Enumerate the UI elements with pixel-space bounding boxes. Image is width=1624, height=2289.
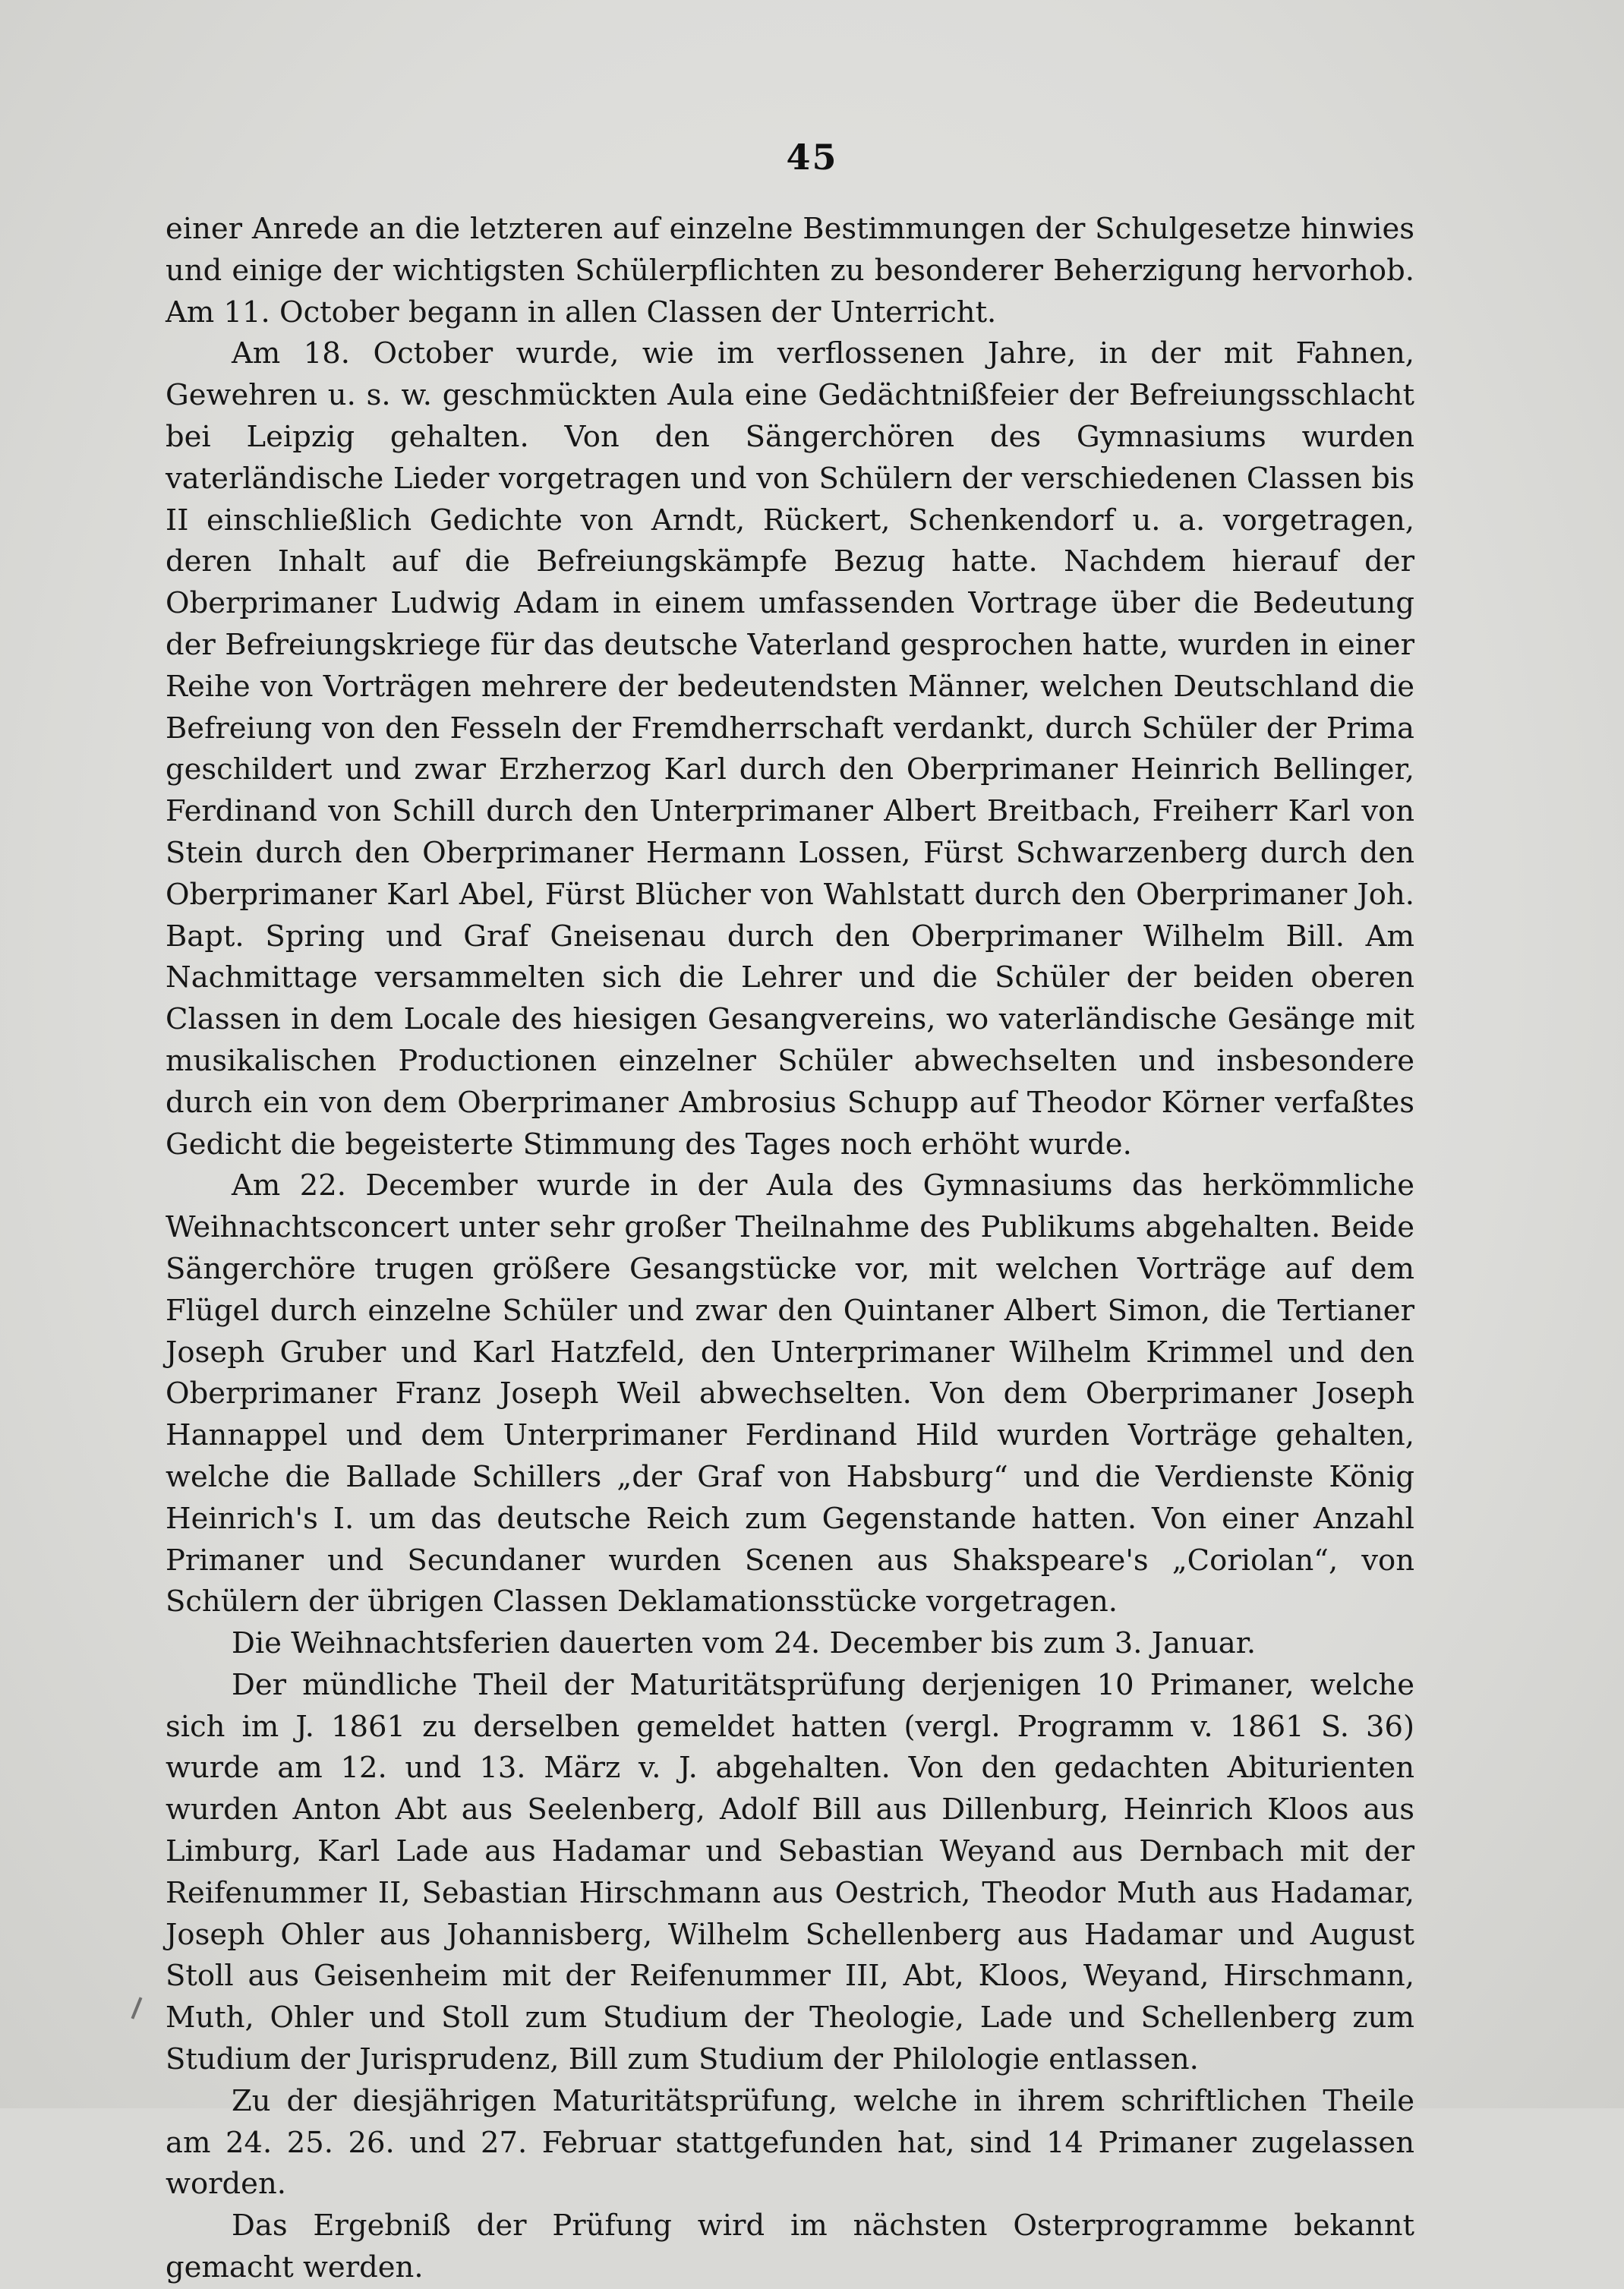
page-number: 45 bbox=[786, 137, 838, 178]
paragraph-current-exam: Zu der diesjährigen Maturitätsprüfung, welche in ihrem schriftlichen Theile am 24. 25. 26. und 27. Februar stattgefunden hat, sind 14 Primaner zugelassen worden. bbox=[166, 2083, 1414, 2202]
paragraph-christmas-concert: Am 22. December wurde in der Aula des Gymnasiums das herkömmliche Weihnachtsconcert unter sehr großer Theilnahme des Publikums abgehalten. Beide Sängerchöre trugen größere Gesangstücke vor, mit welchen Vorträge auf dem Flügel durch einzelne Schüler und zwar den Quintaner Albert Simon, die Tertianer Joseph Gruber und Karl Hatzfeld, den Unterprimaner Wilhelm Krimmel und den Oberprimaner Franz Joseph Weil abwechselten. Von dem Oberprimaner Joseph Hannappel und dem Unterprimaner Ferdinand Hild wurden Vorträge gehalten, welche die Ballade Schillers „der Graf von Habsburg“ und die Verdienste König Heinrich's I. um das deutsche Reich zum Gegenstande hatten. Von einer Anzahl Primaner und Secundaner wurden Scenen aus Shakspeare's „Coriolan“, von Schülern der übrigen Classen Deklamationsstücke vorgetragen. bbox=[166, 1168, 1414, 1619]
paragraph-christmas-holidays: Die Weihnachtsferien dauerten vom 24. December bis zum 3. Januar. bbox=[232, 1626, 1257, 1661]
paragraph-oral-exam: Der mündliche Theil der Maturitätsprüfung derjenigen 10 Primaner, welche sich im J. 1861 zu derselben gemeldet hatten (vergl. Programm v. 1861 S. 36) wurde am 12. und 13. März v. J. abgehalten. Von den gedachten Abiturienten wurden Anton Abt aus Seelenberg, Adolf Bill aus Dillenburg, Heinrich Kloos aus Limburg, Karl Lade aus Hadamar und Sebastian Weyand aus Dernbach mit der Reifenummer II, Sebastian Hirschmann aus Oestrich, Theodor Muth aus Hadamar, Joseph Ohler aus Johannisberg, Wilhelm Schellenberg aus Hadamar und August Stoll aus Geisenheim mit der Reifenummer III, Abt, Kloos, Weyand, Hirschmann, Muth, Ohler und Stoll zum Studium der Theologie, Lade und Schellenberg zum Studium der Jurisprudenz, Bill zum Studium der Philologie entlassen. bbox=[166, 1667, 1414, 2077]
paragraph-leipzig-celebration: Am 18. October wurde, wie im verflossenen Jahre, in der mit Fahnen, Gewehren u. s. w. geschmückten Aula eine Gedächtnißfeier der Befreiungsschlacht bei Leipzig gehalten. Von den Sängerchören des Gymnasiums wurden vaterländische Lieder vorgetragen und von Schülern der verschiedenen Classen bis II einschließlich Gedichte von Arndt, Rückert, Schenkendorf u. a. vorgetragen, deren Inhalt auf die Befreiungskämpfe Bezug hatte. Nachdem hierauf der Oberprimaner Ludwig Adam in einem umfassenden Vortrage über die Bedeutung der Befreiungskriege für das deutsche Vaterland gesprochen hatte, wurden in einer Reihe von Vorträgen mehrere der bedeutendsten Männer, welchen Deutschland die Befreiung von den Fesseln der Fremdherrschaft verdankt, durch Schüler der Prima geschildert und zwar Erzherzog Karl durch den Oberprimaner Heinrich Bellinger, Ferdinand von Schill durch den Unterprimaner Albert Breitbach, Freiherr Karl von Stein durch den Oberprimaner Hermann Lossen, Fürst Schwarzenberg durch den Oberprimaner Karl Abel, Fürst Blücher von Wahlstatt durch den Oberprimaner Joh. Bapt. Spring und Graf Gneisenau durch den Oberprimaner Wilhelm Bill. Am Nachmittage versammelten sich die Lehrer und die Schüler der beiden oberen Classen in dem Locale des hiesigen Gesangvereins, wo vaterländische Gesänge mit musikalischen Productionen einzelner Schüler abwechselten und insbesondere durch ein von dem Oberprimaner Ambrosius Schupp auf Theodor Körner verfaßtes Gedicht die begeisterte Stimmung des Tages noch erhöht wurde. bbox=[166, 336, 1414, 1162]
paragraph-continuation: einer Anrede an die letzteren auf einzelne Bestimmungen der Schulgesetze hinwies und einige der wichtigsten Schülerpflichten zu besonderer Beherzigung hervorhob. Am 11. October begann in allen Classen der Unterricht. bbox=[166, 212, 1414, 329]
body-text bbox=[166, 209, 1414, 2289]
paragraph-exam-result: Das Ergebniß der Prüfung wird im nächsten Osterprogramme bekannt gemacht werden. bbox=[166, 2209, 1414, 2285]
stray-ink-mark bbox=[131, 1997, 143, 2019]
